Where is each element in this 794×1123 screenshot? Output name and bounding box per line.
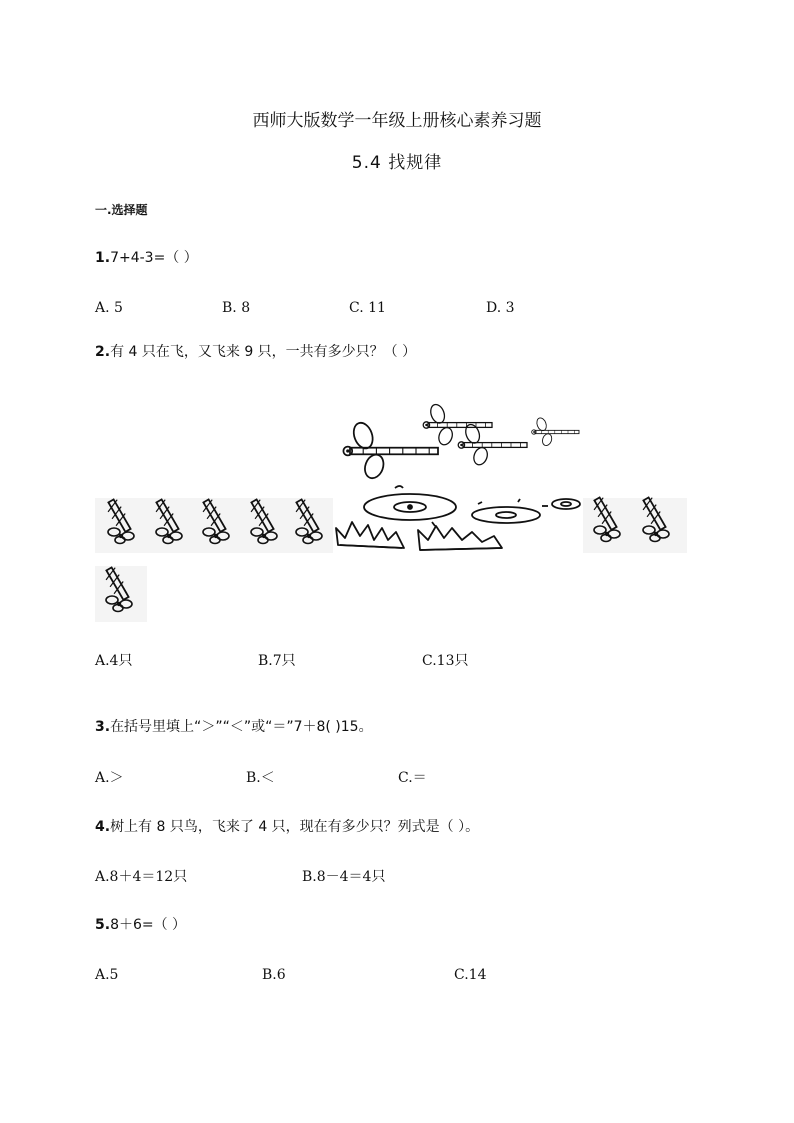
option-5c[interactable]: C.14 [454,967,487,983]
option-1d[interactable]: D. 3 [486,300,515,316]
question-5 [95,914,186,934]
option-2c[interactable]: C.13只 [422,653,469,669]
page-title: 西师大版数学一年级上册核心素养习题 [252,111,542,131]
question-text: 在括号里填上“＞”“＜”或“＝”7＋8( )15。 [110,719,373,735]
option-1c[interactable]: C. 11 [349,300,386,316]
pond-ripple [542,499,580,509]
question-text: 7+4-3=（ ） [110,250,198,266]
question-number: 2. [95,344,111,360]
option-4b[interactable]: B.8－4＝4只 [302,869,386,885]
question-text: 有 4 只在飞，又飞来 9 只，一共有多少只？（ ） [110,344,417,360]
flying-dragonfly [458,423,527,467]
question-number: 5. [95,917,111,933]
question-number: 1. [95,250,111,266]
option-1a[interactable]: A. 5 [95,300,123,316]
option-5b[interactable]: B.6 [262,967,286,983]
option-2a[interactable]: A.4只 [95,653,133,669]
page-subtitle: 5.4 找规律 [351,153,443,173]
question-number: 4. [95,819,111,835]
section-heading: 一.选择题 [95,203,148,217]
pond-ripple [364,486,456,526]
pond-ripple [472,499,540,523]
grass-tuft [336,522,404,548]
option-4a[interactable]: A.8＋4＝12只 [95,869,188,885]
option-3c[interactable]: C.＝ [398,770,427,786]
flying-dragonfly [532,417,579,447]
question-number: 3. [95,719,111,735]
option-3a[interactable]: A.＞ [95,770,124,786]
flying-dragonfly [423,403,492,447]
question-text: 树上有 8 只鸟，飞来了 4 只，现在有多少只？列式是（ ）。 [110,819,480,835]
question-4 [95,816,479,836]
flying-dragonfly [343,420,438,481]
option-5a[interactable]: A.5 [95,967,119,983]
question-3 [95,716,373,736]
grass-tuft [418,526,502,550]
question-text: 8＋6=（ ） [110,917,187,933]
option-2b[interactable]: B.7只 [258,653,296,669]
option-3b[interactable]: B.＜ [246,770,275,786]
option-1b[interactable]: B. 8 [222,300,251,316]
